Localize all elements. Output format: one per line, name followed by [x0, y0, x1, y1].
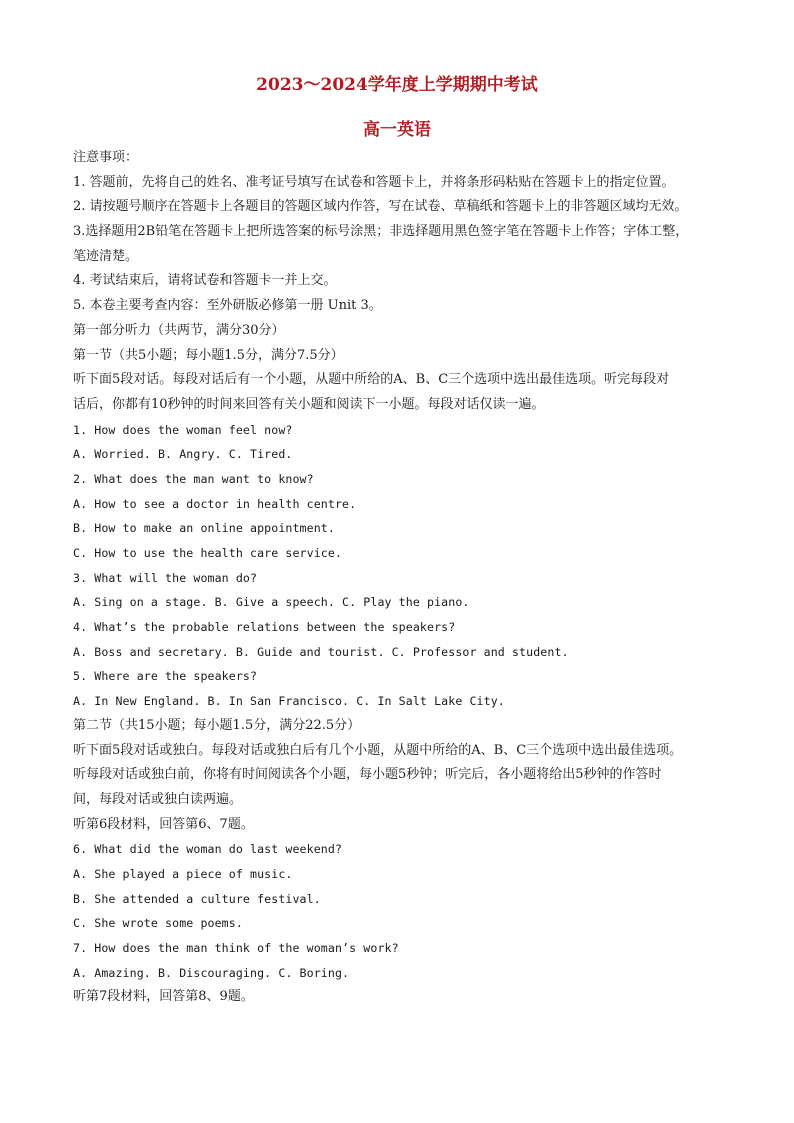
material-7-heading: 听第7段材料，回答第8、9题。	[73, 989, 254, 1005]
section-two-instructions-cont-2: 间，每段对话或独白读两遍。	[73, 791, 243, 807]
question-6: 6. What did the woman do last weekend?	[73, 842, 343, 857]
question-2-option-a: A. How to see a doctor in health centre.	[73, 496, 357, 511]
question-7-options: A. Amazing. B. Discouraging. C. Boring.	[73, 965, 350, 980]
question-4: 4. What’s the probable relations between the speakers?	[73, 620, 456, 635]
question-5: 5. Where are the speakers?	[73, 669, 258, 684]
notice-item-3-cont: 笔迹清楚。	[73, 248, 139, 264]
question-4-options: A. Boss and secretary. B. Guide and tourist. C. Professor and student.	[73, 644, 569, 659]
section-one-instructions-cont: 话后，你都有10秒钟的时间来回答有关小题和阅读下一小题。每段对话仅读一遍。	[73, 396, 545, 412]
notice-item-4: 4. 考试结束后，请将试卷和答题卡一并上交。	[73, 273, 337, 289]
question-6-option-a: A. She played a piece of music.	[73, 866, 293, 881]
question-7: 7. How does the man think of the woman’s work?	[73, 941, 399, 955]
question-5-options: A. In New England. B. In San Francisco. C. In Salt Lake City.	[73, 694, 505, 709]
notice-item-3: 3.选择题用2B铅笔在答题卡上把所选答案的标号涂黑；非选择题用黑色签字笔在答题卡上作答；字体工整，	[73, 224, 689, 240]
question-6-option-b: B. She attended a culture festival.	[73, 891, 321, 906]
section-one-instructions: 听下面5段对话。每段对话后有一个小题，从题中所给的A、B、C三个选项中选出最佳选项。听完每段对	[73, 372, 670, 388]
question-2-option-b: B. How to make an online appointment.	[73, 521, 335, 536]
exam-subject: 高一英语	[363, 120, 431, 140]
question-6-option-c: C. She wrote some poems.	[73, 916, 243, 931]
notice-item-2: 2. 请按题号顺序在答题卡上各题目的答题区域内作答，写在试卷、草稿纸和答题卡上的非答题区域均无效。	[73, 199, 688, 215]
question-1-options: A. Worried. B. Angry. C. Tired.	[73, 447, 293, 462]
notice-item-1: 1. 答题前，先将自己的姓名、准考证号填写在试卷和答题卡上，并将条形码粘贴在答题卡上的指定位置。	[73, 174, 675, 190]
exam-title: 2023～2024学年度上学期期中考试	[256, 75, 538, 95]
section-one-heading: 第一节（共5小题；每小题1.5分，满分7.5分）	[73, 347, 344, 363]
part-one-heading: 第一部分听力（共两节，满分30分）	[73, 322, 285, 338]
material-6-heading: 听第6段材料，回答第6、7题。	[73, 816, 254, 832]
question-2: 2. What does the man want to know?	[73, 471, 314, 486]
question-3-options: A. Sing on a stage. B. Give a speech. C. Play the piano.	[73, 595, 470, 610]
question-1: 1. How does the woman feel now?	[73, 422, 293, 437]
section-two-heading: 第二节（共15小题；每小题1.5分，满分22.5分）	[73, 717, 361, 733]
exam-content	[73, 146, 753, 1010]
section-two-instructions-cont-1: 听每段对话或独白前，你将有时间阅读各个小题，每小题5秒钟；听完后，各小题将给出5秒钟的作答时	[73, 767, 662, 783]
question-3: 3. What will the woman do?	[73, 570, 258, 585]
section-two-instructions: 听下面5段对话或独白。每段对话或独白后有几个小题，从题中所给的A、B、C三个选项中选出最佳选项。	[73, 742, 683, 758]
notice-item-5: 5. 本卷主要考查内容：至外研版必修第一册 Unit 3。	[73, 298, 382, 314]
notice-heading: 注意事项：	[73, 150, 139, 165]
question-2-option-c: C. How to use the health care service.	[73, 546, 343, 560]
